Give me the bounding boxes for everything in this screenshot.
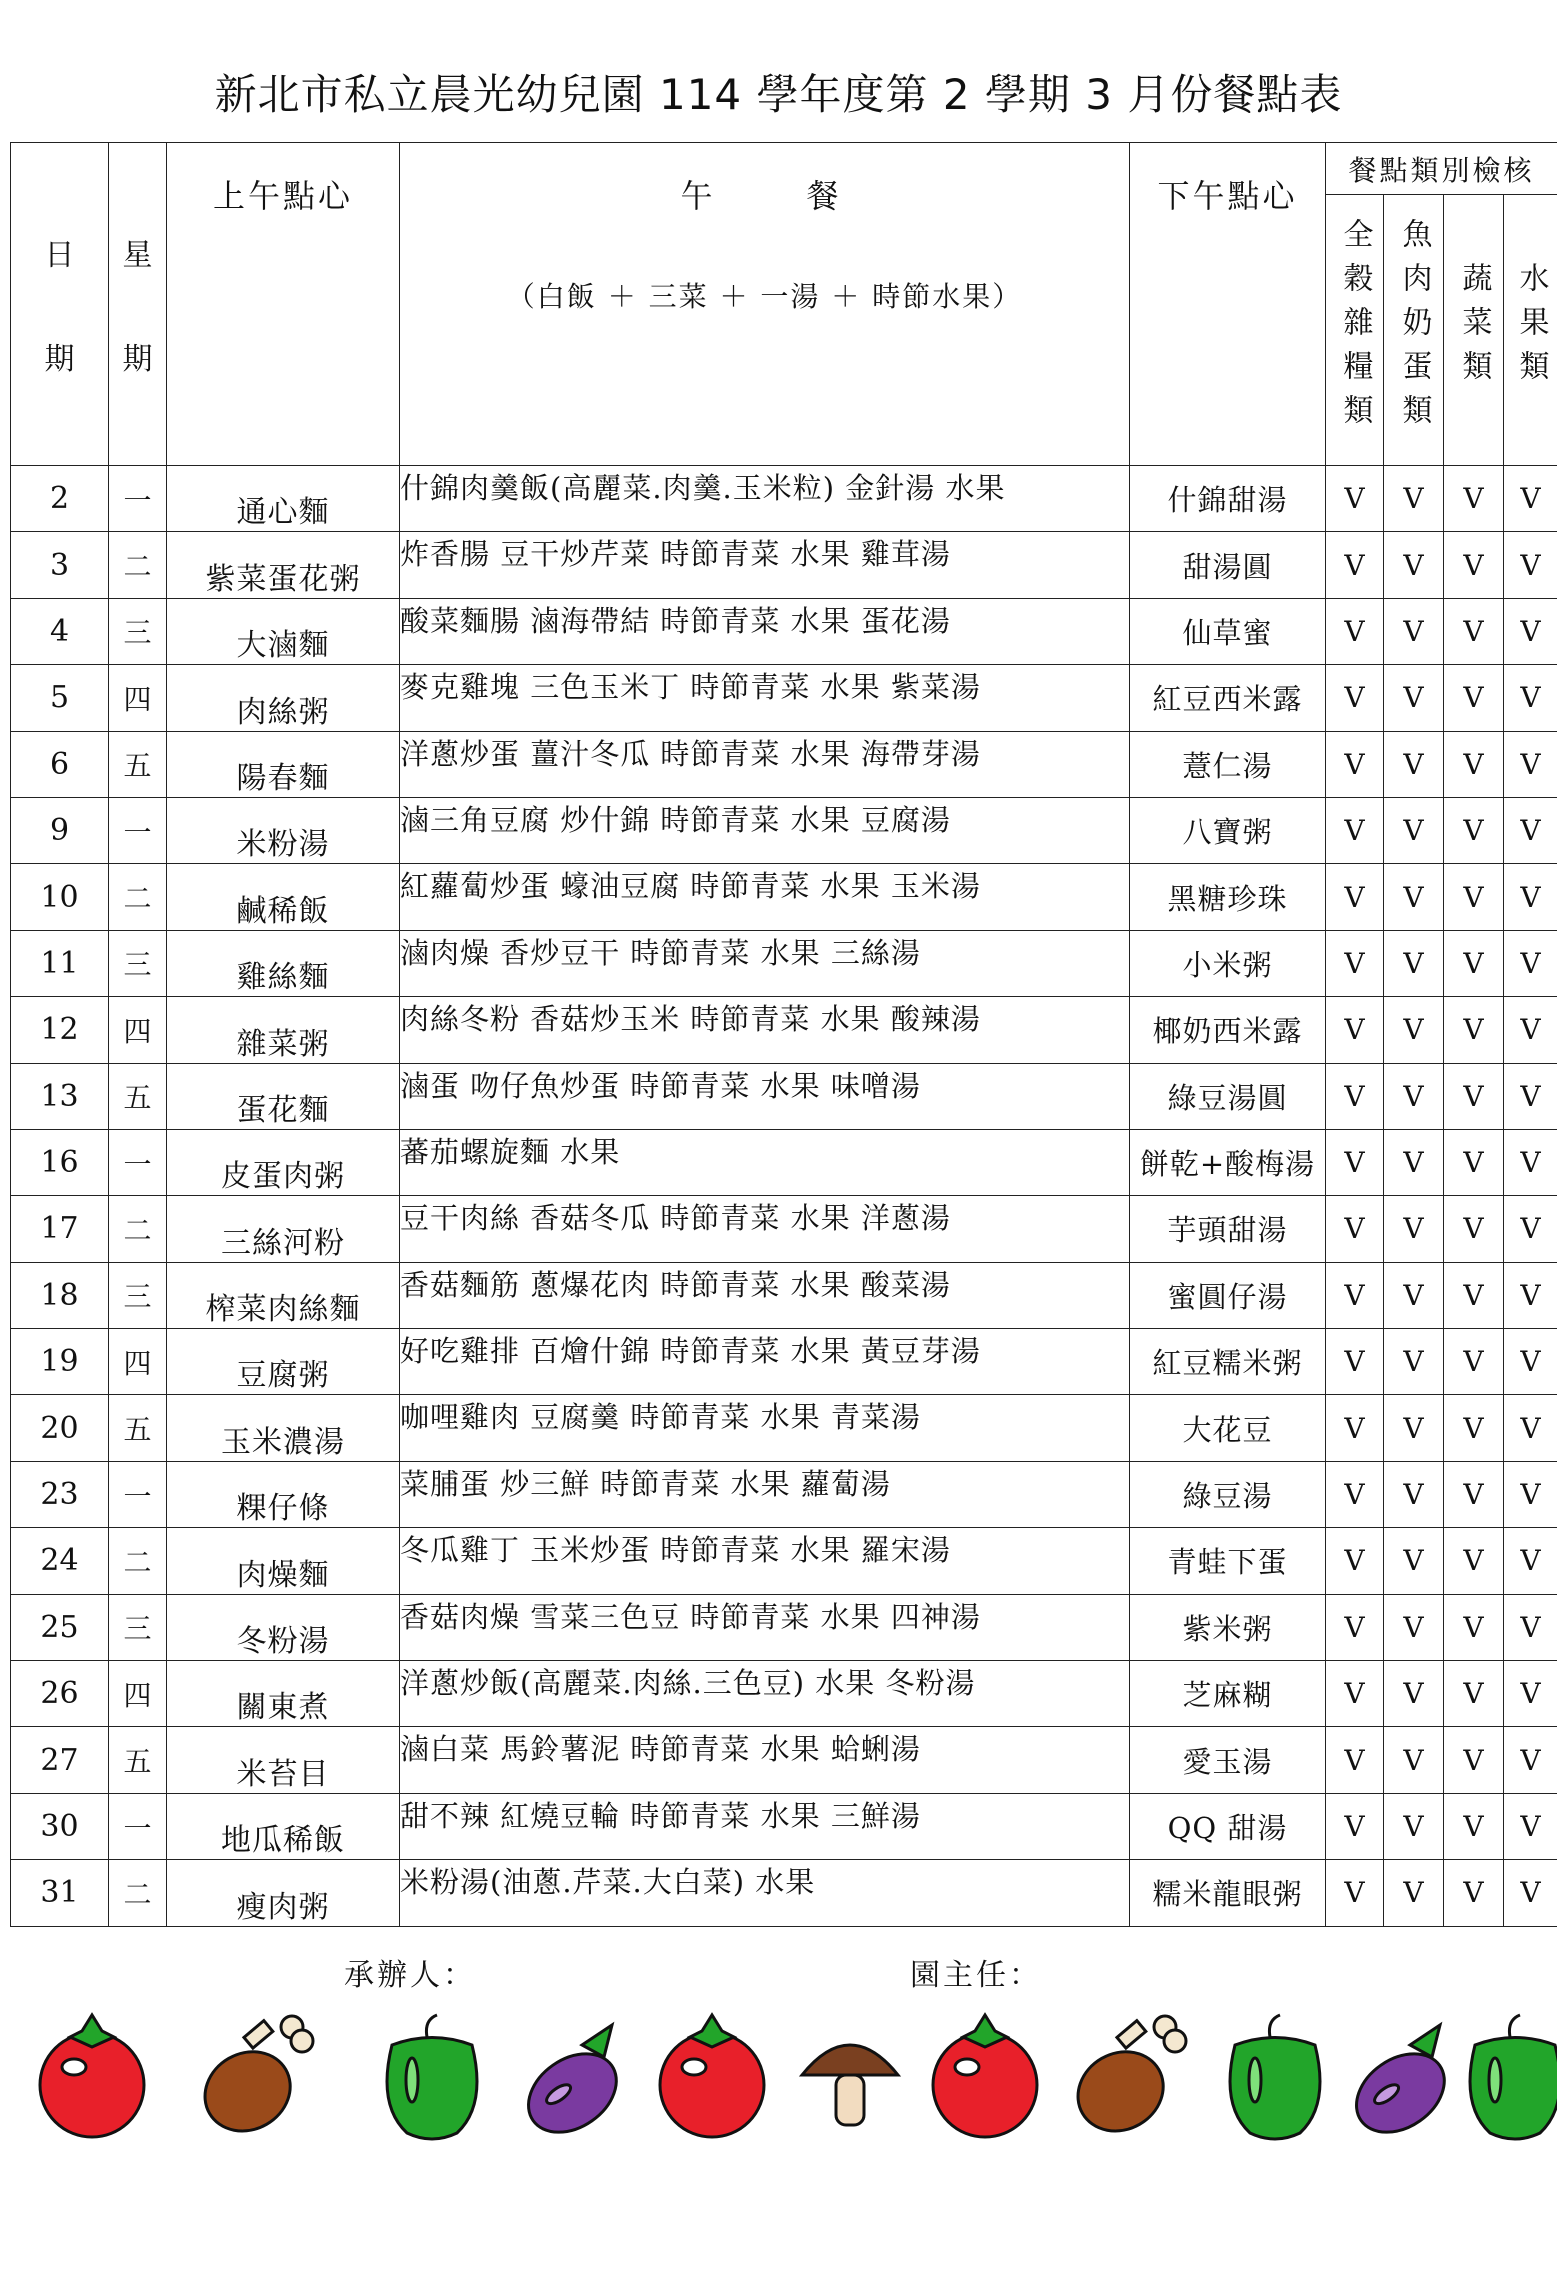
green-pepper-icon [387, 2015, 477, 2139]
row-check-mark: V [1504, 1395, 1557, 1461]
row-morning-snack: 米苔目 [167, 1727, 400, 1793]
row-weekday: 二 [109, 864, 167, 930]
row-lunch: 菜脯蛋 炒三鮮 時節青菜 水果 蘿蔔湯 [400, 1461, 1130, 1527]
table-row [11, 1063, 1557, 1129]
header-lunch-note: （白飯 ＋ 三菜 ＋ 一湯 ＋ 時節水果） [506, 280, 1023, 313]
row-weekday: 四 [109, 1329, 167, 1395]
row-morning-snack: 大滷麵 [167, 598, 400, 664]
mushroom-icon [802, 2045, 898, 2125]
row-weekday: 五 [109, 1395, 167, 1461]
row-check-mark: V [1444, 797, 1504, 863]
row-check-mark: V [1326, 1196, 1384, 1262]
row-lunch: 蕃茄螺旋麵 水果 [400, 1129, 1130, 1195]
row-check-mark: V [1384, 1329, 1444, 1395]
row-weekday: 二 [109, 1528, 167, 1594]
row-date: 11 [11, 930, 109, 996]
table-row [11, 1329, 1557, 1395]
row-date: 9 [11, 797, 109, 863]
row-check-mark: V [1444, 1661, 1504, 1727]
table-row [11, 1262, 1557, 1328]
row-afternoon-snack: 紅豆糯米粥 [1130, 1329, 1326, 1395]
row-check-mark: V [1504, 665, 1557, 731]
menu-body [11, 466, 1557, 1927]
table-row [11, 1860, 1557, 1926]
row-check-mark: V [1326, 731, 1384, 797]
row-check-mark: V [1504, 532, 1557, 598]
header-check-veg-label: 蔬菜類 [1456, 262, 1492, 394]
row-date: 12 [11, 997, 109, 1063]
row-weekday: 四 [109, 665, 167, 731]
row-afternoon-snack: 紫米粥 [1130, 1594, 1326, 1660]
header-check-veg [1444, 195, 1504, 466]
row-check-mark: V [1384, 1528, 1444, 1594]
row-lunch: 麥克雞塊 三色玉米丁 時節青菜 水果 紫菜湯 [400, 665, 1130, 731]
row-afternoon-snack: 什錦甜湯 [1130, 466, 1326, 532]
row-weekday: 三 [109, 1262, 167, 1328]
row-date: 16 [11, 1129, 109, 1195]
row-date: 19 [11, 1329, 109, 1395]
row-lunch: 香菇肉燥 雪菜三色豆 時節青菜 水果 四神湯 [400, 1594, 1130, 1660]
row-morning-snack: 蛋花麵 [167, 1063, 400, 1129]
row-date: 6 [11, 731, 109, 797]
header-am [167, 143, 400, 466]
row-morning-snack: 雞絲麵 [167, 930, 400, 996]
row-check-mark: V [1326, 1461, 1384, 1527]
table-row [11, 1129, 1557, 1195]
row-date: 24 [11, 1528, 109, 1594]
row-weekday: 四 [109, 1661, 167, 1727]
header-pm-label: 下午點心 [1157, 177, 1298, 215]
page-title: 新北市私立晨光幼兒園 114 學年度第 2 學期 3 月份餐點表 [214, 70, 1343, 119]
row-check-mark: V [1384, 1063, 1444, 1129]
row-check-mark: V [1326, 1262, 1384, 1328]
row-morning-snack: 紫菜蛋花粥 [167, 532, 400, 598]
row-weekday: 二 [109, 532, 167, 598]
row-check-mark: V [1384, 1661, 1444, 1727]
header-check-grain-label: 全穀雜糧類 [1337, 218, 1373, 438]
row-check-mark: V [1444, 1793, 1504, 1859]
row-date: 31 [11, 1860, 109, 1926]
director-label: 園主任： [910, 1958, 1042, 1993]
row-check-mark: V [1444, 1063, 1504, 1129]
row-afternoon-snack: 餅乾+酸梅湯 [1130, 1129, 1326, 1195]
eggplant-icon [514, 2025, 632, 2148]
row-check-mark: V [1326, 1860, 1384, 1926]
row-check-mark: V [1384, 1793, 1444, 1859]
row-check-mark: V [1444, 466, 1504, 532]
row-lunch: 紅蘿蔔炒蛋 蠔油豆腐 時節青菜 水果 玉米湯 [400, 864, 1130, 930]
row-weekday: 三 [109, 1594, 167, 1660]
row-date: 3 [11, 532, 109, 598]
row-morning-snack: 肉燥麵 [167, 1528, 400, 1594]
row-lunch: 香菇麵筋 蔥爆花肉 時節青菜 水果 酸菜湯 [400, 1262, 1130, 1328]
row-lunch: 滷白菜 馬鈴薯泥 時節青菜 水果 蛤蜊湯 [400, 1727, 1130, 1793]
table-row [11, 1196, 1557, 1262]
header-check-grain [1326, 195, 1384, 466]
green-pepper-icon [1470, 2015, 1557, 2139]
row-check-mark: V [1504, 1860, 1557, 1926]
row-check-mark: V [1504, 930, 1557, 996]
drumstick-icon [191, 2016, 313, 2146]
header-am-label: 上午點心 [212, 177, 353, 215]
row-check-mark: V [1504, 1727, 1557, 1793]
row-afternoon-snack: 椰奶西米露 [1130, 997, 1326, 1063]
row-check-mark: V [1384, 598, 1444, 664]
row-check-mark: V [1384, 466, 1444, 532]
table-row [11, 731, 1557, 797]
row-check-mark: V [1384, 1196, 1444, 1262]
row-check-mark: V [1444, 997, 1504, 1063]
row-morning-snack: 肉絲粥 [167, 665, 400, 731]
row-check-mark: V [1326, 1129, 1384, 1195]
row-afternoon-snack: 小米粥 [1130, 930, 1326, 996]
row-check-mark: V [1444, 1594, 1504, 1660]
row-date: 23 [11, 1461, 109, 1527]
row-check-mark: V [1326, 1727, 1384, 1793]
row-date: 5 [11, 665, 109, 731]
row-lunch: 甜不辣 紅燒豆輪 時節青菜 水果 三鮮湯 [400, 1793, 1130, 1859]
tomato-icon [660, 2015, 764, 2137]
header-date-top: 日 [44, 238, 75, 273]
row-check-mark: V [1326, 598, 1384, 664]
row-weekday: 四 [109, 997, 167, 1063]
row-check-mark: V [1384, 1262, 1444, 1328]
row-check-mark: V [1444, 665, 1504, 731]
row-check-mark: V [1504, 1196, 1557, 1262]
row-check-mark: V [1326, 864, 1384, 930]
row-weekday: 一 [109, 1129, 167, 1195]
header-check-fruit-label: 水果類 [1513, 262, 1549, 394]
row-afternoon-snack: 芝麻糊 [1130, 1661, 1326, 1727]
row-check-mark: V [1444, 1860, 1504, 1926]
row-check-mark: V [1326, 1395, 1384, 1461]
row-check-mark: V [1384, 1860, 1444, 1926]
row-check-mark: V [1444, 1461, 1504, 1527]
header-check-fruit [1504, 195, 1557, 466]
menu-table [10, 142, 1557, 1927]
row-check-mark: V [1384, 665, 1444, 731]
row-date: 25 [11, 1594, 109, 1660]
header-check-protein-label: 魚肉奶蛋類 [1396, 218, 1432, 438]
table-row [11, 598, 1557, 664]
row-check-mark: V [1444, 1262, 1504, 1328]
row-lunch: 滷蛋 吻仔魚炒蛋 時節青菜 水果 味噌湯 [400, 1063, 1130, 1129]
row-weekday: 五 [109, 1727, 167, 1793]
row-check-mark: V [1326, 466, 1384, 532]
row-afternoon-snack: 糯米龍眼粥 [1130, 1860, 1326, 1926]
row-date: 2 [11, 466, 109, 532]
row-afternoon-snack: 仙草蜜 [1130, 598, 1326, 664]
row-check-mark: V [1326, 930, 1384, 996]
row-date: 13 [11, 1063, 109, 1129]
table-row [11, 1461, 1557, 1527]
row-check-mark: V [1504, 1329, 1557, 1395]
row-check-mark: V [1326, 665, 1384, 731]
row-afternoon-snack: 芋頭甜湯 [1130, 1196, 1326, 1262]
row-lunch: 洋蔥炒飯(高麗菜.肉絲.三色豆) 水果 冬粉湯 [400, 1661, 1130, 1727]
row-morning-snack: 鹹稀飯 [167, 864, 400, 930]
row-weekday: 三 [109, 930, 167, 996]
row-date: 20 [11, 1395, 109, 1461]
row-afternoon-snack: 綠豆湯圓 [1130, 1063, 1326, 1129]
row-date: 18 [11, 1262, 109, 1328]
tomato-icon [933, 2015, 1037, 2137]
decoration-strip [0, 2000, 1557, 2150]
row-check-mark: V [1384, 1129, 1444, 1195]
row-date: 27 [11, 1727, 109, 1793]
row-morning-snack: 雜菜粥 [167, 997, 400, 1063]
table-row [11, 1594, 1557, 1660]
row-weekday: 五 [109, 731, 167, 797]
row-morning-snack: 米粉湯 [167, 797, 400, 863]
row-check-mark: V [1504, 1461, 1557, 1527]
row-check-mark: V [1444, 1196, 1504, 1262]
table-row [11, 1528, 1557, 1594]
row-lunch: 滷三角豆腐 炒什錦 時節青菜 水果 豆腐湯 [400, 797, 1130, 863]
row-check-mark: V [1384, 997, 1444, 1063]
row-date: 26 [11, 1661, 109, 1727]
row-weekday: 一 [109, 1793, 167, 1859]
row-morning-snack: 關東煮 [167, 1661, 400, 1727]
row-check-mark: V [1444, 598, 1504, 664]
row-check-mark: V [1504, 731, 1557, 797]
row-morning-snack: 地瓜稀飯 [167, 1793, 400, 1859]
row-afternoon-snack: 綠豆湯 [1130, 1461, 1326, 1527]
table-row [11, 1727, 1557, 1793]
header-week [109, 143, 167, 466]
row-lunch: 什錦肉羹飯(高麗菜.肉羹.玉米粒) 金針湯 水果 [400, 466, 1130, 532]
row-date: 10 [11, 864, 109, 930]
row-morning-snack: 陽春麵 [167, 731, 400, 797]
row-afternoon-snack: 黑糖珍珠 [1130, 864, 1326, 930]
header-date-bottom: 期 [44, 342, 75, 377]
eggplant-icon [1342, 2025, 1460, 2148]
row-afternoon-snack: 八寶粥 [1130, 797, 1326, 863]
row-check-mark: V [1504, 1793, 1557, 1859]
row-lunch: 炸香腸 豆干炒芹菜 時節青菜 水果 雞茸湯 [400, 532, 1130, 598]
row-check-mark: V [1504, 1063, 1557, 1129]
header-pm [1130, 143, 1326, 466]
row-check-mark: V [1444, 1129, 1504, 1195]
row-lunch: 好吃雞排 百燴什錦 時節青菜 水果 黃豆芽湯 [400, 1329, 1130, 1395]
green-pepper-icon [1230, 2015, 1320, 2139]
row-weekday: 一 [109, 1461, 167, 1527]
row-check-mark: V [1326, 532, 1384, 598]
header-date [11, 143, 109, 466]
row-check-mark: V [1384, 1395, 1444, 1461]
header-week-bottom: 期 [122, 342, 153, 377]
row-morning-snack: 玉米濃湯 [167, 1395, 400, 1461]
tomato-icon [40, 2015, 144, 2137]
row-check-mark: V [1444, 1727, 1504, 1793]
row-check-mark: V [1326, 1063, 1384, 1129]
row-weekday: 二 [109, 1860, 167, 1926]
row-check-mark: V [1384, 864, 1444, 930]
row-lunch: 滷肉燥 香炒豆干 時節青菜 水果 三絲湯 [400, 930, 1130, 996]
row-weekday: 三 [109, 598, 167, 664]
row-date: 17 [11, 1196, 109, 1262]
row-check-mark: V [1504, 1129, 1557, 1195]
table-row [11, 997, 1557, 1063]
row-check-mark: V [1504, 997, 1557, 1063]
row-check-mark: V [1384, 532, 1444, 598]
row-check-mark: V [1326, 997, 1384, 1063]
row-check-mark: V [1326, 1528, 1384, 1594]
row-morning-snack: 冬粉湯 [167, 1594, 400, 1660]
row-lunch: 洋蔥炒蛋 薑汁冬瓜 時節青菜 水果 海帶芽湯 [400, 731, 1130, 797]
table-row [11, 797, 1557, 863]
row-date: 30 [11, 1793, 109, 1859]
row-afternoon-snack: 大花豆 [1130, 1395, 1326, 1461]
row-check-mark: V [1504, 598, 1557, 664]
row-afternoon-snack: QQ 甜湯 [1130, 1793, 1326, 1859]
table-row [11, 466, 1557, 532]
row-date: 4 [11, 598, 109, 664]
row-lunch: 冬瓜雞丁 玉米炒蛋 時節青菜 水果 羅宋湯 [400, 1528, 1130, 1594]
header-check-protein [1384, 195, 1444, 466]
row-check-mark: V [1504, 797, 1557, 863]
row-afternoon-snack: 甜湯圓 [1130, 532, 1326, 598]
row-check-mark: V [1384, 1594, 1444, 1660]
header-check-group [1326, 143, 1557, 195]
table-row [11, 532, 1557, 598]
row-check-mark: V [1504, 466, 1557, 532]
row-check-mark: V [1444, 930, 1504, 996]
header-check-group-label: 餐點類別檢核 [1348, 153, 1535, 187]
row-morning-snack: 瘦肉粥 [167, 1860, 400, 1926]
row-lunch: 肉絲冬粉 香菇炒玉米 時節青菜 水果 酸辣湯 [400, 997, 1130, 1063]
row-check-mark: V [1326, 1793, 1384, 1859]
row-check-mark: V [1504, 1661, 1557, 1727]
row-check-mark: V [1444, 1329, 1504, 1395]
row-afternoon-snack: 紅豆西米露 [1130, 665, 1326, 731]
row-lunch: 酸菜麵腸 滷海帶結 時節青菜 水果 蛋花湯 [400, 598, 1130, 664]
row-check-mark: V [1326, 1661, 1384, 1727]
row-weekday: 二 [109, 1196, 167, 1262]
row-check-mark: V [1504, 864, 1557, 930]
row-afternoon-snack: 愛玉湯 [1130, 1727, 1326, 1793]
row-check-mark: V [1326, 1594, 1384, 1660]
row-check-mark: V [1384, 731, 1444, 797]
row-weekday: 一 [109, 466, 167, 532]
row-lunch: 咖哩雞肉 豆腐羹 時節青菜 水果 青菜湯 [400, 1395, 1130, 1461]
row-morning-snack: 通心麵 [167, 466, 400, 532]
row-check-mark: V [1444, 864, 1504, 930]
header-lunch [400, 143, 1130, 466]
row-check-mark: V [1384, 797, 1444, 863]
row-check-mark: V [1504, 1528, 1557, 1594]
row-check-mark: V [1444, 532, 1504, 598]
row-lunch: 豆干肉絲 香菇冬瓜 時節青菜 水果 洋蔥湯 [400, 1196, 1130, 1262]
row-check-mark: V [1384, 930, 1444, 996]
handler-label: 承辦人： [344, 1958, 476, 1993]
header-week-top: 星 [122, 238, 153, 273]
row-morning-snack: 豆腐粥 [167, 1329, 400, 1395]
row-check-mark: V [1384, 1727, 1444, 1793]
row-morning-snack: 榨菜肉絲麵 [167, 1262, 400, 1328]
row-check-mark: V [1326, 1329, 1384, 1395]
table-row [11, 1793, 1557, 1859]
row-check-mark: V [1444, 1395, 1504, 1461]
row-weekday: 五 [109, 1063, 167, 1129]
table-row [11, 864, 1557, 930]
row-afternoon-snack: 蜜圓仔湯 [1130, 1262, 1326, 1328]
table-row [11, 665, 1557, 731]
table-row [11, 1661, 1557, 1727]
drumstick-icon [1064, 2016, 1186, 2146]
row-morning-snack: 三絲河粉 [167, 1196, 400, 1262]
row-weekday: 一 [109, 797, 167, 863]
row-check-mark: V [1384, 1461, 1444, 1527]
row-morning-snack: 皮蛋肉粥 [167, 1129, 400, 1195]
row-afternoon-snack: 青蛙下蛋 [1130, 1528, 1326, 1594]
row-morning-snack: 粿仔條 [167, 1461, 400, 1527]
row-lunch: 米粉湯(油蔥.芹菜.大白菜) 水果 [400, 1860, 1130, 1926]
table-row [11, 1395, 1557, 1461]
row-check-mark: V [1326, 797, 1384, 863]
row-check-mark: V [1504, 1594, 1557, 1660]
row-afternoon-snack: 薏仁湯 [1130, 731, 1326, 797]
row-check-mark: V [1444, 1528, 1504, 1594]
table-row [11, 930, 1557, 996]
row-check-mark: V [1444, 731, 1504, 797]
header-lunch-label: 午 餐 [680, 177, 849, 215]
row-check-mark: V [1504, 1262, 1557, 1328]
